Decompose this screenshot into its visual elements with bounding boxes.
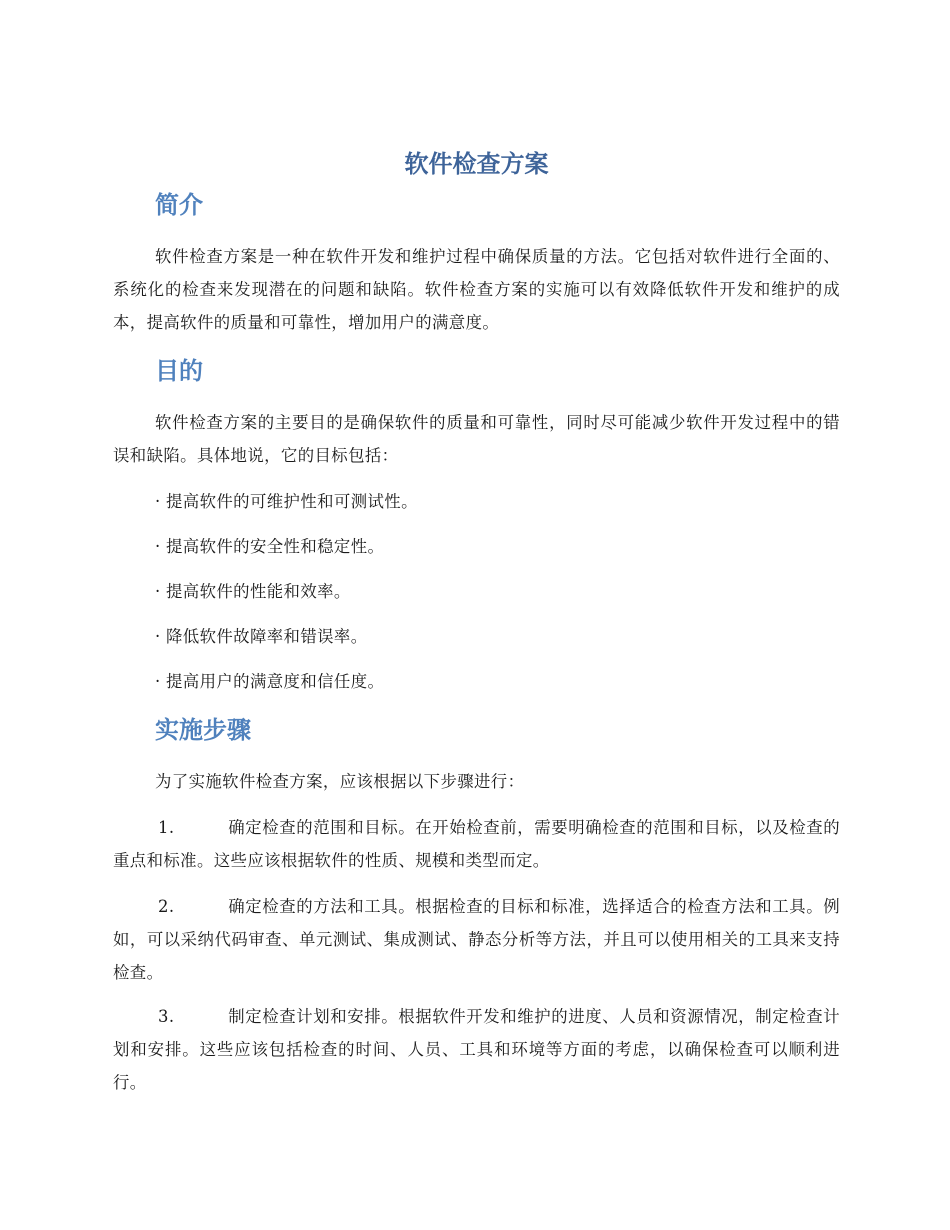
bullet-text: 降低软件故障率和错误率。 (166, 627, 368, 646)
numbered-step-2 (113, 890, 840, 989)
numbered-step-1 (113, 811, 840, 877)
bullet-text: 提高软件的安全性和稳定性。 (166, 537, 385, 556)
step-text: 确定检查的范围和目标。在开始检查前，需要明确检查的范围和目标，以及检查的重点和标准。这些应该根据软件的性质、规模和类型而定。 (113, 818, 840, 870)
numbered-step-3 (113, 1000, 840, 1099)
bullet-icon: · (155, 627, 161, 646)
section-heading-purpose: 目的 (155, 357, 203, 385)
step-number: 2. (158, 897, 175, 916)
list-item (155, 530, 384, 563)
list-item (155, 620, 368, 653)
list-item (155, 485, 418, 518)
bullet-icon: · (155, 492, 161, 511)
purpose-paragraph: 软件检查方案的主要目的是确保软件的质量和可靠性，同时尽可能减少软件开发过程中的错误和缺陷。具体地说，它的目标包括： (113, 413, 840, 465)
bullet-text: 提高用户的满意度和信任度。 (166, 672, 385, 691)
bullet-icon: · (155, 537, 161, 556)
bullet-text: 提高软件的性能和效率。 (166, 582, 351, 601)
step-number: 1. (158, 818, 175, 837)
step-text: 制定检查计划和安排。根据软件开发和维护的进度、人员和资源情况，制定检查计划和安排。这些应该包括检查的时间、人员、工具和环境等方面的考虑，以确保检查可以顺利进行。 (113, 1007, 840, 1092)
section-heading-steps: 实施步骤 (155, 716, 251, 744)
list-item (155, 665, 384, 698)
section-heading-intro: 简介 (155, 191, 203, 219)
intro-paragraph: 软件检查方案是一种在软件开发和维护过程中确保质量的方法。它包括对软件进行全面的、系统化的检查来发现潜在的问题和缺陷。软件检查方案的实施可以有效降低软件开发和维护的成本，提高软件的质量和可靠性，增加用户的满意度。 (113, 247, 840, 332)
list-item (155, 575, 351, 608)
document-title: 软件检查方案 (404, 150, 549, 178)
bullet-text: 提高软件的可维护性和可测试性。 (166, 492, 418, 511)
step-text: 确定检查的方法和工具。根据检查的目标和标准，选择适合的检查方法和工具。例如，可以采纳代码审查、单元测试、集成测试、静态分析等方法，并且可以使用相关的工具来支持检查。 (113, 897, 840, 982)
step-number: 3. (158, 1007, 175, 1026)
bullet-icon: · (155, 672, 161, 691)
bullet-icon: · (155, 582, 161, 601)
steps-intro: 为了实施软件检查方案，应该根据以下步骤进行： (155, 772, 525, 791)
